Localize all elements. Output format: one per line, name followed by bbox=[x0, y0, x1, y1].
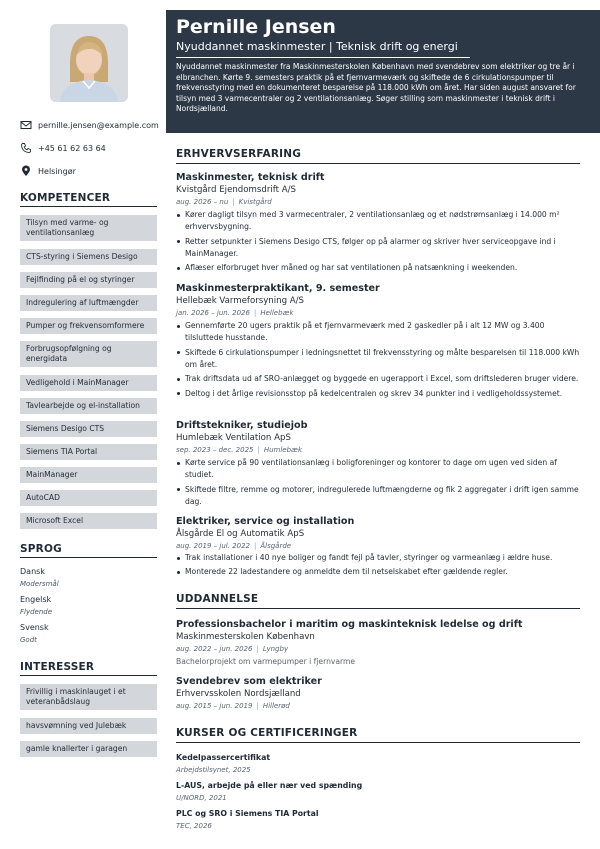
contact-email[interactable] bbox=[20, 119, 159, 131]
skill-chip: Siemens TIA Portal bbox=[20, 444, 157, 460]
job-meta: aug. 2019 – jul. 2022 | Ålsgårde bbox=[176, 542, 292, 550]
job-bullet: Trak driftsdata ud af SRO-anlægget og byggede en ugerapport i Excel, som driftslederen bruger videre. bbox=[176, 373, 580, 385]
skill-chip: Tilsyn med varme- og ventilationsanlæg bbox=[20, 215, 157, 241]
location-pin-icon bbox=[20, 165, 32, 177]
language-name: Dansk bbox=[20, 567, 45, 576]
job-bullet: Kørte service på 90 ventilationsanlæg i boligforeninger og kontorer to dage om ugen ved siden af studiet. bbox=[176, 457, 580, 481]
education-dates: aug. 2015 – jun. 2019 bbox=[176, 702, 253, 710]
cert-name: PLC og SRO i Siemens TIA Portal bbox=[176, 809, 319, 818]
job-title: Maskinmesterpraktikant, 9. semester bbox=[176, 283, 380, 294]
job-title: Driftstekniker, studiejob bbox=[176, 420, 308, 431]
language-name: Svensk bbox=[20, 623, 49, 632]
job-bullet: Gennemførte 20 ugers praktik på et fjernvarmeværk med 2 gaskedler på i alt 12 MW og 3.400 tilsluttede husstande. bbox=[176, 320, 580, 344]
skills-heading: KOMPETENCER bbox=[20, 192, 157, 207]
language-name: Engelsk bbox=[20, 595, 52, 604]
job-company: Humlebæk Ventilation ApS bbox=[176, 433, 291, 443]
cert-issuer: TEC, 2026 bbox=[176, 822, 212, 830]
interest-chip: havsvømning ved Julebæk bbox=[20, 718, 157, 734]
headline: Nyuddannet maskinmester | Teknisk drift og energi bbox=[176, 40, 470, 58]
skill-chip: Tavlearbejde og el-installation bbox=[20, 398, 157, 414]
experience-heading: ERHVERVSERFARING bbox=[176, 148, 580, 164]
education-note: Bachelorprojekt om varmepumper i fjernvarme bbox=[176, 657, 356, 666]
language-level: Flydende bbox=[20, 608, 53, 616]
job-meta: jan. 2026 – jun. 2026 | Hellebæk bbox=[176, 309, 294, 317]
job-company: Kvistgård Ejendomsdrift A/S bbox=[176, 185, 296, 195]
skill-chip: Fejlfinding på el og styringer bbox=[20, 272, 157, 288]
skill-chip: MainManager bbox=[20, 467, 157, 483]
language-level: Godt bbox=[20, 636, 37, 644]
job-bullets bbox=[176, 209, 580, 277]
job-title: Maskinmester, teknisk drift bbox=[176, 172, 325, 183]
sidebar bbox=[0, 0, 166, 849]
education-school: Maskinmesterskolen København bbox=[176, 632, 315, 642]
job-meta: aug. 2026 – nu | Kvistgård bbox=[176, 198, 272, 206]
skill-chip: Siemens Desigo CTS bbox=[20, 421, 157, 437]
education-dates: aug. 2022 – jun. 2026 bbox=[176, 645, 253, 653]
education-meta: aug. 2015 – jun. 2019 | Hillerød bbox=[176, 702, 290, 710]
certifications-heading: KURSER OG CERTIFICERINGER bbox=[176, 727, 580, 743]
email-text: pernille.jensen@example.com bbox=[38, 120, 159, 130]
job-bullet: Deltog i det årlige revisionsstop på kedelcentralen og skrev 34 punkter ind i vedligeholdssystemet. bbox=[176, 388, 580, 400]
job-bullet: Skiftede filtre, remme og motorer, indregulerede luftmængderne og fik 2 aggregater i drift igen samme dag. bbox=[176, 484, 580, 508]
phone-icon bbox=[20, 142, 32, 154]
job-place: Kvistgård bbox=[238, 198, 272, 206]
job-dates: jan. 2026 – jun. 2026 bbox=[176, 309, 250, 317]
full-name: Pernille Jensen bbox=[176, 16, 336, 38]
contact-location bbox=[20, 165, 76, 177]
language-level: Modersmål bbox=[20, 580, 59, 588]
interests-heading: INTERESSER bbox=[20, 661, 157, 676]
job-bullet: Kører dagligt tilsyn med 3 varmecentraler, 2 ventilationsanlæg og et nødstrømsanlæg i 14.000 m² erhvervsbygning. bbox=[176, 209, 580, 233]
main-content bbox=[166, 0, 600, 849]
skill-chip: AutoCAD bbox=[20, 490, 157, 506]
job-bullet: Monterede 22 ladestandere og anmeldte dem til netselskabet efter gældende regler. bbox=[176, 566, 580, 578]
phone-text: +45 61 62 63 64 bbox=[38, 143, 106, 153]
education-meta: aug. 2022 – jun. 2026 | Lyngby bbox=[176, 645, 289, 653]
cert-name: Kedelpassercertifikat bbox=[176, 753, 271, 762]
interest-chip: Frivillig i maskinlauget i et veteranbådslaug bbox=[20, 684, 157, 710]
job-place: Humlebæk bbox=[263, 446, 303, 454]
education-title: Svendebrev som elektriker bbox=[176, 676, 322, 687]
skill-chip: CTS-styring i Siemens Desigo bbox=[20, 249, 157, 265]
education-heading: UDDANNELSE bbox=[176, 593, 580, 609]
skill-chip: Forbrugsopfølgning og energidata bbox=[20, 341, 157, 367]
education-place: Hillerød bbox=[262, 702, 290, 710]
location-text: Helsingør bbox=[38, 166, 76, 176]
profile-photo bbox=[50, 24, 128, 102]
job-place: Hellebæk bbox=[260, 309, 294, 317]
cert-issuer: Arbejdstilsynet, 2025 bbox=[176, 766, 251, 774]
job-bullet: Retter setpunkter i Siemens Desigo CTS, følger op på alarmer og skriver hver serviceopgave ind i MainManager. bbox=[176, 236, 580, 260]
job-bullets bbox=[176, 552, 580, 581]
skill-chip: Indregulering af luftmængder bbox=[20, 295, 157, 311]
job-company: Hellebæk Varmeforsyning A/S bbox=[176, 296, 305, 306]
job-bullets bbox=[176, 457, 580, 510]
education-title: Professionsbachelor i maritim og maskinteknisk ledelse og drift bbox=[176, 619, 523, 630]
interest-chip: gamle knallerter i garagen bbox=[20, 741, 157, 757]
job-title: Elektriker, service og installation bbox=[176, 516, 355, 527]
job-dates: aug. 2026 – nu bbox=[176, 198, 229, 206]
contact-phone[interactable] bbox=[20, 142, 106, 154]
skill-chip: Microsoft Excel bbox=[20, 513, 157, 529]
profile-summary: Nyuddannet maskinmester fra Maskinmesterskolen København med svendebrev som elektriker og tre år i elbranchen. Kørte 9. semesters praktik på et fjernvarmeværk og skiftede de 6 cirkulationspumper til frekvensstyring med en dokumenteret besparelse på 118.000 kWh om året. Har siden august ansvaret for tilsyn med 3 varmecentraler og 2 ventilationsanlæg. Søger stilling som maskinmester i teknisk drift i Nordsjælland. bbox=[176, 62, 576, 114]
job-place: Ålsgårde bbox=[260, 542, 292, 550]
languages-heading: SPROG bbox=[20, 543, 157, 558]
skill-chip: Vedligehold i MainManager bbox=[20, 375, 157, 391]
job-company: Ålsgårde El og Automatik ApS bbox=[176, 529, 305, 539]
cert-issuer: U/NORD, 2021 bbox=[176, 794, 227, 802]
job-dates: sep. 2023 – dec. 2025 bbox=[176, 446, 254, 454]
education-school: Erhvervsskolen Nordsjælland bbox=[176, 689, 301, 699]
job-meta: sep. 2023 – dec. 2025 | Humlebæk bbox=[176, 446, 303, 454]
job-dates: aug. 2019 – jul. 2022 bbox=[176, 542, 250, 550]
job-bullet: Trak installationer i 40 nye boliger og fandt fejl på tavler, styringer og varmeanlæg i ældre huse. bbox=[176, 552, 580, 564]
envelope-icon bbox=[20, 119, 32, 131]
cert-name: L-AUS, arbejde på eller nær ved spænding bbox=[176, 781, 363, 790]
skill-chip: Pumper og frekvensomformere bbox=[20, 318, 157, 334]
job-bullets bbox=[176, 320, 580, 402]
profile-header bbox=[166, 10, 600, 133]
education-place: Lyngby bbox=[262, 645, 289, 653]
job-bullet: Skiftede 6 cirkulationspumper i ledningsnettet til frekvensstyring og målte besparelsen til 118.000 kWh om året. bbox=[176, 347, 580, 371]
job-bullet: Aflæser elforbruget hver måned og har sat ventilationen på natsænkning i weekenden. bbox=[176, 262, 580, 274]
